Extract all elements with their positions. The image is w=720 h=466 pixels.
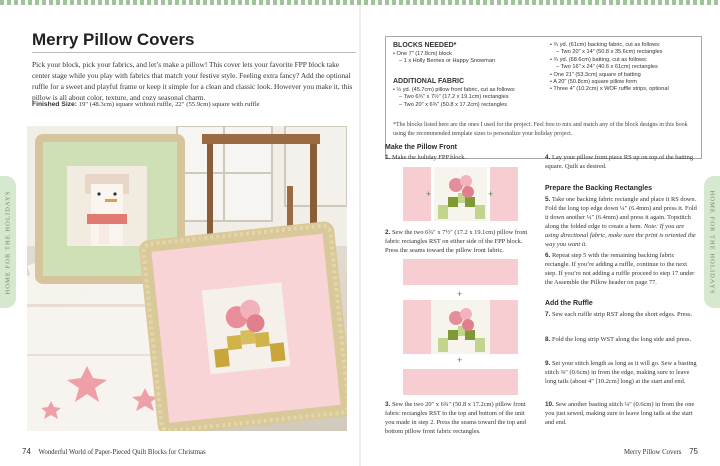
plus-icon: +: [457, 355, 463, 365]
finished-size-label: Finished Size:: [32, 101, 77, 108]
step-number: 4.: [545, 154, 551, 161]
list-item: • Three 4″ (10.2cm) x WOF ruffle strips, optional: [550, 86, 669, 93]
page-title: Merry Pillow Covers: [32, 30, 195, 49]
step-text: Take one backing fabric rectangle and place it RS down. Fold the long top edge down ¼″ (6.4mm) and press it. Fold it down another ¼″ (6.4mm) and press it again. Topstitch along the folded edge to create a hem.: [545, 196, 697, 230]
step-7: [545, 311, 697, 320]
side-tab-left: [0, 176, 16, 308]
step-note: Note: If you are using directional fabric, make sure the print is oriented the way you want it.: [545, 222, 696, 248]
step-text: Lay your pillow front piece RS up on top of the batting square. Quilt as desired.: [545, 154, 694, 170]
step-10: [545, 401, 697, 428]
step-number: 1.: [385, 154, 391, 161]
step-8: [545, 336, 697, 345]
blocks-needed-list: [393, 51, 543, 66]
list-item: – Two 6¾″ x 7½″ (17.2 x 19.1cm) rectangles: [399, 94, 509, 101]
side-tab-right: [704, 176, 720, 308]
step-6: [545, 252, 697, 288]
diagram-step-3: [403, 259, 518, 395]
materials-col-a: [393, 42, 543, 109]
list-item: • One 21″ (53.3cm) square of batting: [550, 71, 641, 78]
list-item: • ¾ yd. (68.6cm) batting, cut as follows:: [550, 56, 648, 63]
finished-size-text: 19″ (48.3cm) square without ruffle, 22″ (55.9cm) square with ruffle: [78, 101, 260, 108]
list-item: • ¾ yd. (61cm) backing fabric, cut as follows:: [550, 42, 661, 48]
list-item: • ½ yd. (45.7cm) pillow front fabric, cut as follows:: [393, 86, 516, 93]
materials-box: [385, 36, 702, 159]
step-text: Sew each ruffle strip RST along the short edges. Press.: [551, 311, 693, 318]
step-text: Sew the two 20″ x 6¾″ (50.8 x 17.2cm) pillow front fabric rectangles RST to the top and bottom of the unit you made in step 2. Press the seams toward the top and bottom pillow front fabric rectangles.: [385, 401, 526, 435]
title-rule: [32, 52, 356, 53]
page-number-right: 75: [689, 447, 698, 456]
step-number: 6.: [545, 252, 551, 259]
section-heading-ruffle: Add the Ruffle: [545, 300, 593, 307]
pillow-photo: [27, 126, 347, 431]
footer-left: [22, 447, 206, 456]
step-9: [545, 360, 697, 387]
holly-block-icon: [403, 259, 518, 395]
intro-paragraph: Pick your block, pick your fabrics, and let’s make a pillow! This cover lets your favorite FPP block take center stage while you play with fabrics that match your festive style. Feeling extra fancy? Add the optional ruffle for a sweet and playful frame or keep it simple for a clean and classic look. However you make it, this pillow is all about color, texture, and cozy seasonal charm.: [32, 60, 353, 103]
step-text: Set your stitch length as long as it will go. Sew a basting stitch ⅜″ (0.6cm) in from the edge, making sure to leave long tails (about 4″ [10.2cm] long) at the start and end.: [545, 360, 697, 385]
list-item: – Two 20″ x 6¾″ (50.8 x 17.2cm) rectangles: [399, 101, 508, 108]
step-4: [545, 154, 697, 172]
step-number: 2.: [385, 229, 391, 236]
holly-block-icon: [403, 167, 518, 221]
list-item: – Two 16″ x 24″ (40.6 x 61cm) rectangles: [556, 64, 658, 71]
step-number: 7.: [545, 311, 551, 318]
step-5: [545, 196, 697, 249]
step-number: 9.: [545, 360, 551, 367]
pillow-photo-illustration: [27, 126, 347, 431]
page-number-left: 74: [22, 447, 31, 456]
step-number: 8.: [545, 336, 551, 343]
step-text: Sew another basting stitch ¼″ (0.6cm) in from the one you just sewed, making sure to leave long tails at the start and end.: [545, 401, 695, 426]
materials-note: *The blocks listed here are the ones I used for the project. Feel free to mix and match any of the block designs in this book using the recommended template sizes to personalize your holiday project.: [393, 122, 688, 137]
blocks-needed-heading: BLOCKS NEEDED*: [393, 42, 457, 49]
list-item: – 1 x Holly Berries or Happy Snowman: [399, 58, 496, 65]
additional-fabric-list: [393, 87, 543, 109]
step-1: [385, 154, 535, 163]
additional-fabric-heading: ADDITIONAL FABRIC: [393, 77, 465, 85]
section-heading-front: Make the Pillow Front: [385, 144, 457, 151]
section-heading-backing: Prepare the Backing Rectangles: [545, 185, 652, 192]
list-item: • A 20″ (50.8cm) square pillow form: [550, 79, 637, 86]
step-3: [385, 401, 535, 437]
step-text: Fold the long strip WST along the long side and press.: [551, 336, 692, 343]
step-text: Repeat step 5 with the remaining backing fabric rectangle. If you’re adding a ruffle, continue to the next step. If you’re not adding a ruffle proceed to step 17 under the Assemble the Pillow header on page 77.: [545, 252, 695, 286]
list-item: • One 7″ (17.8cm) block: [393, 51, 452, 57]
step-2: [385, 229, 535, 256]
step-text: Sew the two 6¾″ x 7½″ (17.2 x 19.1cm) pillow front fabric rectangles RST on either side of the FPP block. Press the seams toward the pillow front fabric.: [385, 229, 528, 254]
step-number: 5.: [545, 196, 551, 203]
diagram-step-2: [403, 167, 518, 221]
book-title: Wonderful World of Paper-Pieced Quilt Blocks for Christmas: [38, 449, 206, 456]
finished-size: [32, 101, 354, 108]
step-number: 10.: [545, 401, 554, 408]
materials-list-right: [550, 42, 700, 94]
step-number: 3.: [385, 401, 391, 408]
page-fold: [359, 5, 361, 466]
footer-right: [624, 447, 698, 456]
step-text: Make the holiday FPP block.: [391, 154, 467, 161]
chapter-title: Merry Pillow Covers: [623, 449, 682, 456]
plus-icon: +: [457, 289, 463, 299]
plus-icon: +: [488, 189, 494, 199]
plus-icon: +: [426, 189, 432, 199]
side-tab-left-label: HOME FOR THE HOLIDAYS: [4, 190, 12, 294]
side-tab-right-label: HOME FOR THE HOLIDAYS: [708, 190, 716, 294]
materials-col-b: [550, 42, 700, 94]
list-item: – Two 20″ x 14″ (50.8 x 35.6cm) rectangles: [556, 49, 663, 56]
